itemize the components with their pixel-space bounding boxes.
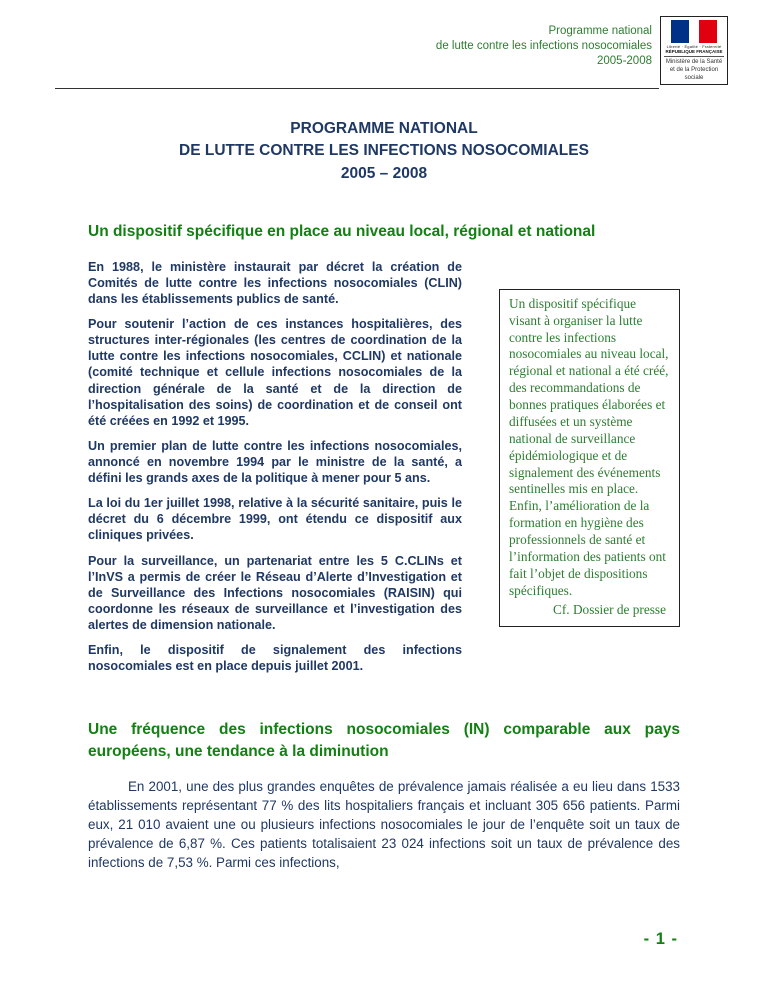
document-title xyxy=(0,118,768,185)
flag-white-stripe xyxy=(689,20,698,43)
paragraph: En 1988, le ministère instaurait par décret la création de Comités de lutte contre les infections nosocomiales (CLIN) dans les établissements publics de santé. xyxy=(88,259,462,306)
logo-ministry-name: Ministère de la Santé et de la Protection sociale xyxy=(665,59,723,81)
page-number: - 1 - xyxy=(643,930,678,948)
document-title-line3: 2005 – 2008 xyxy=(340,164,428,182)
summary-text: Un dispositif spécifique visant à organiser la lutte contre les infections nosocomiales au niveau local, régional et national a été créé, des recommandations de bonnes pratiques élaborées et diffusées et un système national de surveillance épidémiologique et de signalement des événements sentinelles mis en place. Enfin, l’amélioration de la formation en hygiène des professionnels de santé et l’information des patients ont fait l’objet de dispositions spécifiques. xyxy=(509,295,669,598)
paragraph: La loi du 1er juillet 1998, relative à la sécurité sanitaire, puis le décret du 6 décembre 1999, ont étendu ce dispositif aux cliniques privées. xyxy=(88,496,462,543)
running-header xyxy=(436,24,652,70)
flag-blue-stripe xyxy=(671,20,689,43)
running-header-line3: 2005-2008 xyxy=(597,55,652,68)
document-title-line2: DE LUTTE CONTRE LES INFECTIONS NOSOCOMIALES xyxy=(179,142,589,160)
section2-paragraph: En 2001, une des plus grandes enquêtes de prévalence jamais réalisée a eu lieu dans 1533 établissements représentant 77 % des lits hospitaliers français et incluant 305 656 patients. Parmi eux, 21 010 avaient une ou plusieurs infections nosocomiales le jour de l’enquête soit un taux de prévalence de 6,87 %. Ces patients totalisaient 23 024 infections soit un taux de prévalence des infections de 7,53 %. Parmi ces infections, xyxy=(88,779,680,871)
french-flag-icon xyxy=(671,20,717,43)
summary-box xyxy=(499,289,680,627)
summary-reference: Cf. Dossier de presse xyxy=(553,601,666,617)
section1-body xyxy=(88,259,680,684)
running-header-line1: Programme national xyxy=(548,25,652,37)
paragraph: Enfin, le dispositif de signalement des infections nosocomiales est en place depuis juillet 2001. xyxy=(88,643,462,674)
paragraph: Pour soutenir l’action de ces instances hospitalières, des structures inter-régionales (les centres de coordination de la lutte contre les infections nosocomiales, CCLIN) et nationale (comité technique et cellule infections nosocomiales de la direction générale de la santé et de la direction de l’hospitalisation des soins) de coordination et de conseil ont été créées en 1992 et 1995. xyxy=(88,317,462,428)
page-header xyxy=(0,0,768,92)
section1-heading: Un dispositif spécifique en place au niveau local, régional et national xyxy=(88,223,596,241)
document-title-line1: PROGRAMME NATIONAL xyxy=(290,120,478,137)
header-rule xyxy=(55,88,659,89)
logo-motto: Liberté · Égalité · Fraternité xyxy=(666,44,722,49)
logo-divider xyxy=(664,56,724,57)
ministry-logo xyxy=(660,16,728,85)
running-header-line2: de lutte contre les infections nosocomiales xyxy=(435,40,652,53)
paragraph: Pour la surveillance, un partenariat entre les 5 C.CLINs et l’InVS a permis de créer le Réseau d’Alerte d’Investigation et de Surveillance des Infections nosocomiales (RAISIN) qui coordonne les réseaux de surveillance et l’investigation des alertes de dimension nationale. xyxy=(88,553,462,632)
section2-heading: Une fréquence des infections nosocomiales (IN) comparable aux pays européens, une tendance à la diminution xyxy=(88,721,680,760)
section1-paragraphs xyxy=(88,259,462,684)
logo-republic: RÉPUBLIQUE FRANÇAISE xyxy=(665,49,723,54)
paragraph: Un premier plan de lutte contre les infections nosocomiales, annoncé en novembre 1994 par le ministre de la santé, a défini les grands axes de la politique à mener pour 5 ans. xyxy=(88,438,462,486)
flag-red-stripe xyxy=(699,20,717,43)
